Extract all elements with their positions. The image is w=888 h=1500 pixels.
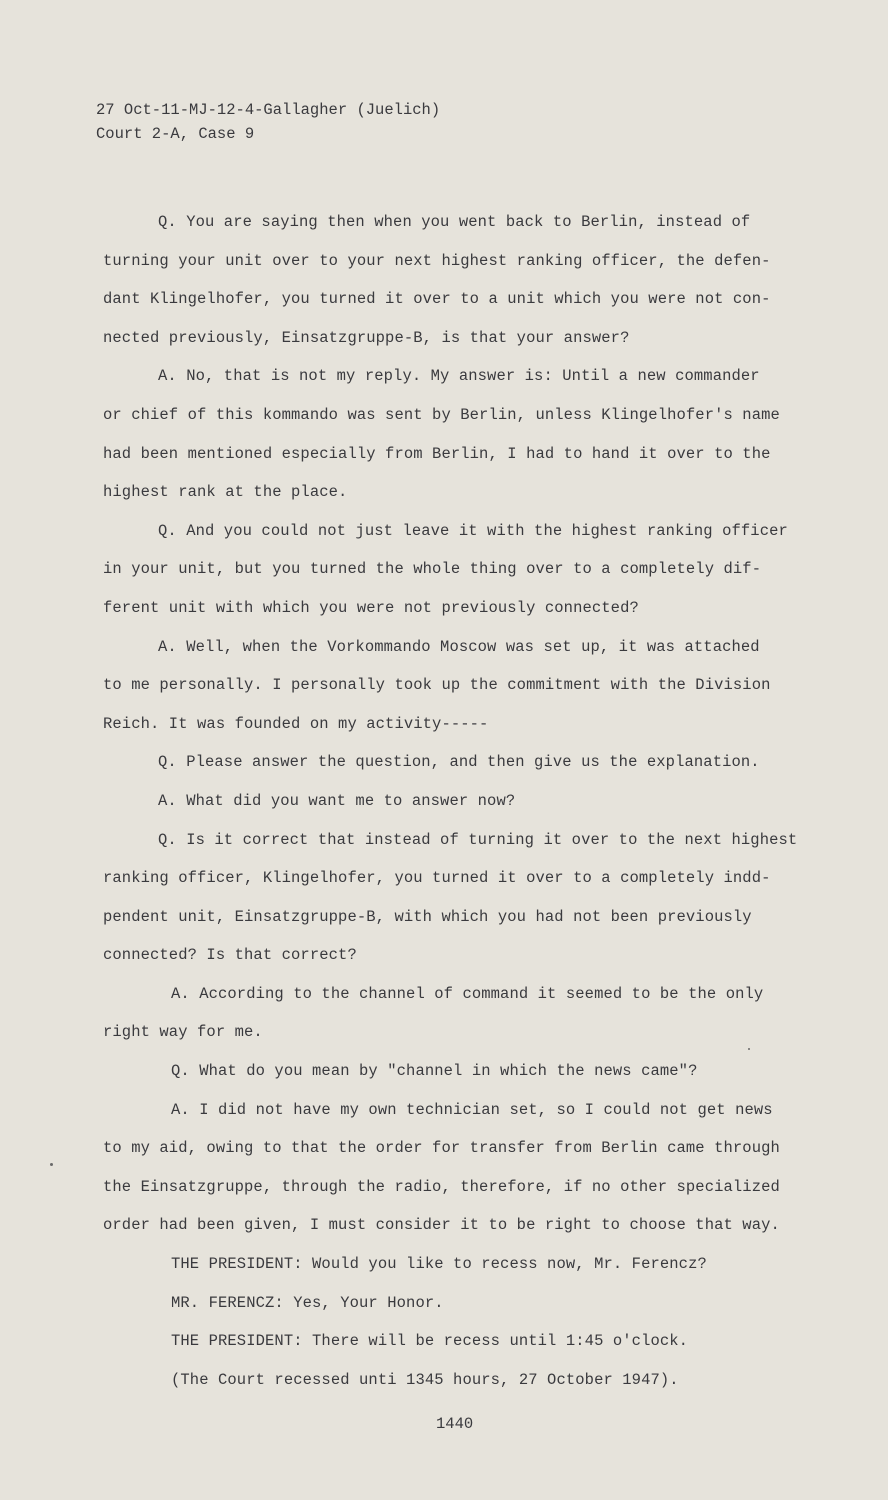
header-file-reference: 27 Oct-11-MJ-12-4-Gallagher (Juelich) bbox=[96, 101, 441, 119]
transcript-line: Q. And you could not just leave it with the highest ranking officer bbox=[158, 521, 788, 540]
transcript-line: highest rank at the place. bbox=[103, 483, 348, 502]
transcript-line: to my aid, owing to that the order for transfer from Berlin came through bbox=[103, 1139, 780, 1158]
transcript-line: to me personally. I personally took up the commitment with the Division bbox=[103, 676, 771, 695]
transcript-line: in your unit, but you turned the whole thing over to a completely dif- bbox=[103, 560, 762, 579]
transcript-line: or chief of this kommando was sent by Berlin, unless Klingelhofer's name bbox=[103, 405, 780, 424]
transcript-line: THE PRESIDENT: Would you like to recess now, Mr. Ferencz? bbox=[171, 1255, 707, 1274]
page-number: 1440 bbox=[436, 1415, 474, 1433]
transcript-body bbox=[103, 203, 838, 1399]
transcript-line: Q. You are saying then when you went back to Berlin, instead of bbox=[158, 213, 751, 231]
transcript-line: A. I did not have my own technician set, so I could not get news bbox=[171, 1100, 773, 1119]
transcript-line: order had been given, I must consider it to be right to choose that way. bbox=[103, 1216, 780, 1235]
transcript-line: Reich. It was founded on my activity----- bbox=[103, 714, 489, 733]
transcript-line: nected previously, Einsatzgruppe-B, is that your answer? bbox=[103, 328, 630, 347]
transcript-line: had been mentioned especially from Berlin, I had to hand it over to the bbox=[103, 444, 771, 463]
transcript-line: dant Klingelhofer, you turned it over to a unit which you were not con- bbox=[103, 290, 771, 309]
transcript-line: A. Well, when the Vorkommando Moscow was set up, it was attached bbox=[158, 637, 760, 656]
paper-speck bbox=[50, 1163, 53, 1166]
transcript-line: connected? Is that correct? bbox=[103, 946, 357, 965]
transcript-line: ferent unit with which you were not previously connected? bbox=[103, 598, 639, 617]
transcript-line: turning your unit over to your next highest ranking officer, the defen- bbox=[103, 251, 771, 270]
transcript-line: pendent unit, Einsatzgruppe-B, with which you had not been previously bbox=[103, 907, 752, 926]
transcript-line: Q. What do you mean by "channel in which the news came"? bbox=[171, 1062, 698, 1081]
header-court-case: Court 2-A, Case 9 bbox=[96, 125, 255, 143]
transcript-line: A. According to the channel of command it seemed to be the only bbox=[171, 984, 764, 1003]
paper-speck bbox=[748, 1048, 750, 1050]
transcript-line: (The Court recessed unti 1345 hours, 27 October 1947). bbox=[171, 1370, 679, 1389]
transcript-line: A. No, that is not my reply. My answer is: Until a new commander bbox=[158, 367, 760, 386]
transcript-line: ranking officer, Klingelhofer, you turned it over to a completely indd- bbox=[103, 869, 771, 888]
transcript-line: MR. FERENCZ: Yes, Your Honor. bbox=[171, 1293, 444, 1312]
transcript-line: A. What did you want me to answer now? bbox=[158, 791, 516, 810]
transcript-line: THE PRESIDENT: There will be recess until 1:45 o'clock. bbox=[171, 1332, 689, 1351]
transcript-line: Q. Is it correct that instead of turning it over to the next highest bbox=[158, 830, 798, 849]
transcript-line: Q. Please answer the question, and then give us the explanation. bbox=[158, 753, 760, 772]
transcript-line: the Einsatzgruppe, through the radio, therefore, if no other specialized bbox=[103, 1177, 780, 1196]
document-header bbox=[96, 98, 440, 146]
transcript-line: right way for me. bbox=[103, 1023, 263, 1042]
